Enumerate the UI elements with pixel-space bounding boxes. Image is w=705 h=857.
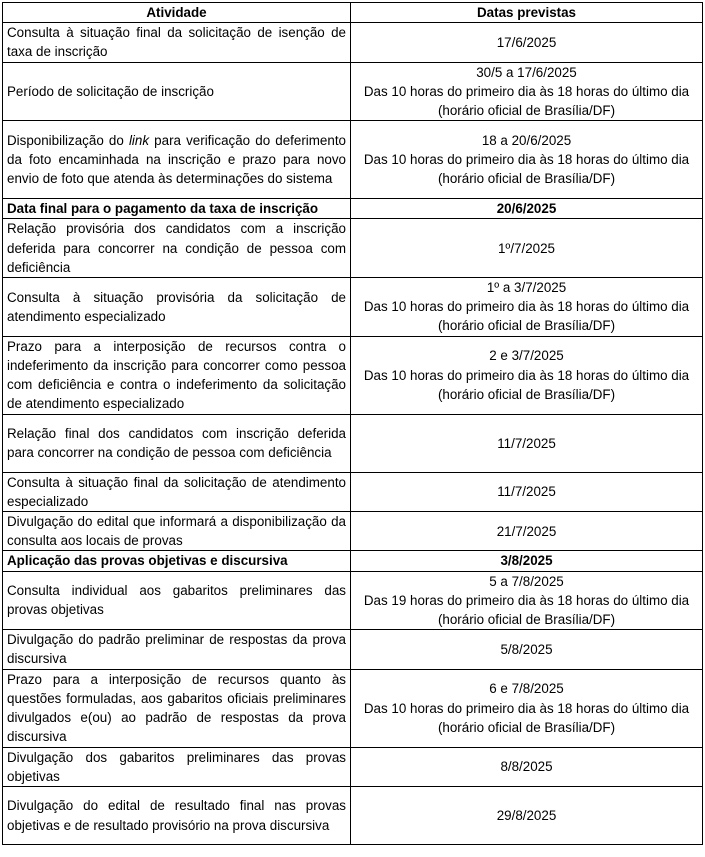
activity-cell: Divulgação do edital que informará a disponibilização da consulta aos locais de provas — [3, 512, 351, 551]
activity-cell: Relação provisória dos candidatos com a inscrição deferida para concorrer na condição de pessoa com deficiência — [3, 219, 351, 278]
date-value: 5 a 7/8/2025 — [489, 573, 564, 589]
activity-cell: Relação final dos candidatos com inscrição deferida para concorrer na condição de pessoa com deficiência — [3, 414, 351, 472]
activity-cell: Prazo para a interposição de recursos quanto às questões formuladas, aos gabaritos oficiais preliminares divulgados e(ou) ao padrão de respostas da prova discursiva — [3, 669, 351, 747]
date-value: 11/7/2025 — [497, 484, 556, 500]
dates-cell — [351, 199, 703, 219]
date-value: 2 e 3/7/2025 — [489, 348, 564, 364]
date-value: 21/7/2025 — [496, 523, 557, 539]
dates-cell — [351, 219, 703, 278]
time-note: Das 10 horas do primeiro dia às 18 horas do último dia (horário oficial de Brasília/DF) — [363, 700, 690, 735]
dates-cell — [351, 551, 703, 571]
header-dates: Datas previstas — [351, 3, 703, 23]
table-row — [3, 219, 703, 278]
table-header — [3, 3, 703, 23]
dates-cell — [351, 512, 703, 551]
date-value: 1º/7/2025 — [497, 240, 555, 256]
table-row — [3, 23, 703, 62]
activity-cell: Consulta individual aos gabaritos preliminares das provas objetivas — [3, 571, 351, 630]
dates-cell — [351, 278, 703, 337]
activity-text: para verificação do deferimento da foto encaminhada na inscrição e prazo para novo envio de foto que atenda às determinações do sistema — [7, 132, 346, 187]
date-value: 29/8/2025 — [496, 807, 557, 823]
activity-cell: Data final para o pagamento da taxa de inscrição — [3, 199, 351, 219]
time-note: Das 10 horas do primeiro dia às 18 horas do último dia (horário oficial de Brasília/DF) — [363, 152, 690, 187]
dates-cell — [351, 414, 703, 472]
activity-cell: Prazo para a interposição de recursos contra o indeferimento da inscrição para concorrer como pessoa com deficiência e contra o indeferimento da solicitação de atendimento especializado — [3, 336, 351, 414]
time-note: Das 10 horas do primeiro dia às 18 horas do último dia (horário oficial de Brasília/DF) — [363, 83, 690, 119]
dates-cell — [351, 121, 703, 199]
table-row — [3, 512, 703, 551]
activity-cell: Divulgação dos gabaritos preliminares das provas objetivas — [3, 747, 351, 786]
activity-cell: Divulgação do edital de resultado final nas provas objetivas e de resultado provisório na prova discursiva — [3, 787, 351, 845]
table-row — [3, 747, 703, 786]
activity-cell: Período de solicitação de inscrição — [3, 62, 351, 121]
date-value: 6 e 7/8/2025 — [489, 681, 564, 697]
date-value: 3/8/2025 — [500, 553, 553, 569]
activity-cell — [3, 121, 351, 199]
activity-text-italic: link — [128, 132, 150, 148]
table-row — [3, 199, 703, 219]
table-row — [3, 336, 703, 414]
date-value: 17/6/2025 — [496, 34, 557, 50]
date-value: 8/8/2025 — [500, 759, 553, 775]
dates-cell — [351, 23, 703, 62]
table-row — [3, 787, 703, 845]
dates-cell — [351, 571, 703, 630]
header-activity: Atividade — [3, 3, 351, 23]
activity-cell: Aplicação das provas objetivas e discursiva — [3, 551, 351, 571]
activity-cell: Consulta à situação final da solicitação de isenção de taxa de inscrição — [3, 23, 351, 62]
activity-cell: Divulgação do padrão preliminar de respostas da prova discursiva — [3, 630, 351, 669]
dates-cell — [351, 336, 703, 414]
activity-cell: Consulta à situação final da solicitação de atendimento especializado — [3, 472, 351, 511]
date-value: 18 a 20/6/2025 — [481, 132, 572, 148]
dates-cell — [351, 787, 703, 845]
table-row — [3, 571, 703, 630]
dates-cell — [351, 472, 703, 511]
time-note: Das 19 horas do primeiro dia às 18 horas do último dia (horário oficial de Brasília/DF) — [363, 592, 690, 628]
table-row — [3, 414, 703, 472]
time-note: Das 10 horas do primeiro dia às 18 horas do último dia (horário oficial de Brasília/DF) — [363, 367, 690, 402]
date-value: 30/5 a 17/6/2025 — [476, 64, 577, 80]
table-row — [3, 551, 703, 571]
schedule-table — [2, 2, 703, 845]
table-row — [3, 472, 703, 511]
dates-cell — [351, 630, 703, 669]
date-value: 11/7/2025 — [497, 435, 556, 451]
header-row — [3, 3, 703, 23]
table-row — [3, 630, 703, 669]
dates-cell — [351, 747, 703, 786]
dates-cell — [351, 62, 703, 121]
table-row — [3, 278, 703, 337]
table-row — [3, 669, 703, 747]
dates-cell — [351, 669, 703, 747]
activity-text: Disponibilização do — [7, 132, 129, 148]
date-value: 20/6/2025 — [496, 201, 557, 217]
table-row — [3, 62, 703, 121]
table-body — [3, 23, 703, 845]
date-value: 1º a 3/7/2025 — [486, 280, 567, 296]
activity-cell: Consulta à situação provisória da solicitação de atendimento especializado — [3, 278, 351, 337]
time-note: Das 10 horas do primeiro dia às 18 horas do último dia (horário oficial de Brasília/DF) — [363, 299, 690, 334]
table-row — [3, 121, 703, 199]
date-value: 5/8/2025 — [500, 641, 553, 657]
